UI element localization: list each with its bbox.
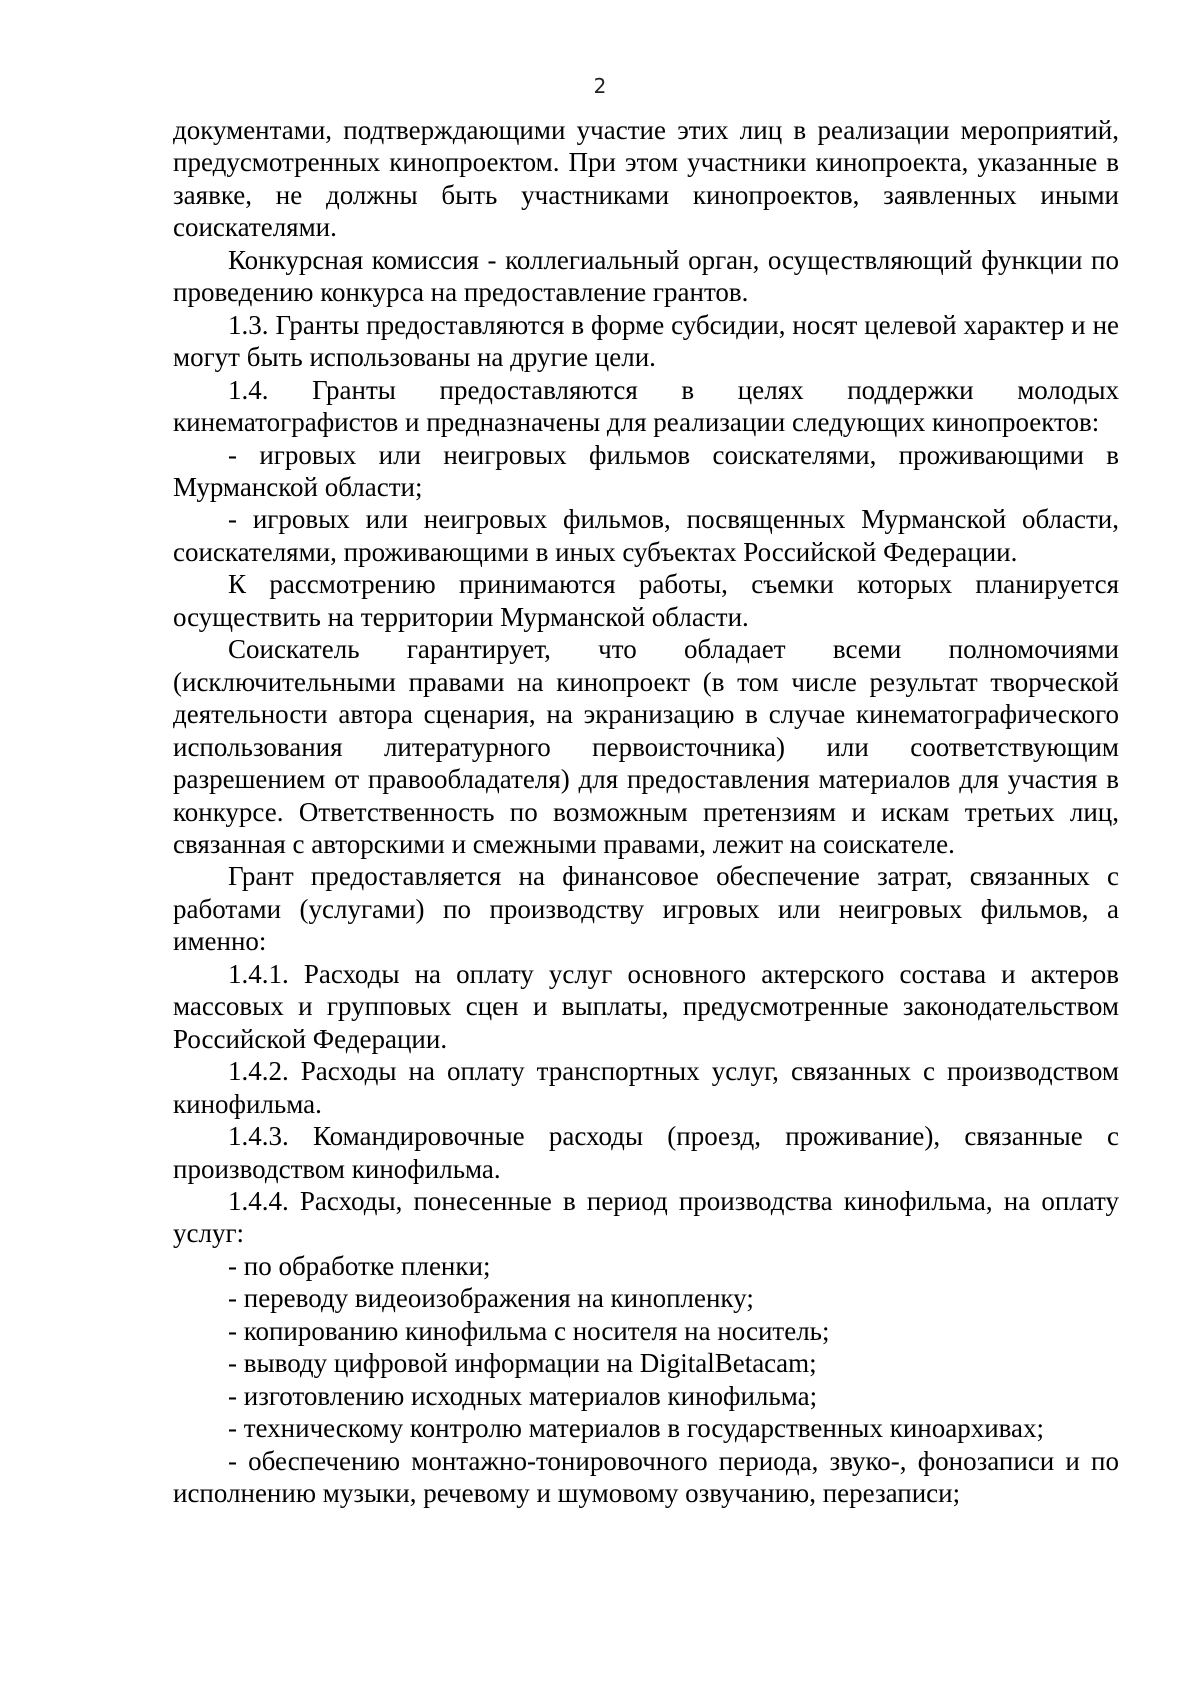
list-item: - игровых или неигровых фильмов соискателями, проживающими в Мурманской области; (173, 439, 1119, 502)
paragraph: 1.4.1. Расходы на оплату услуг основного актерского состава и актеров массовых и групповых сцен и выплаты, предусмотренные законодательством Российской Федерации. (173, 958, 1119, 1054)
paragraph: 1.4.2. Расходы на оплату транспортных услуг, связанных с производством кинофильма. (173, 1056, 1119, 1119)
list-item: - изготовлению исходных материалов кинофильма; (228, 1380, 818, 1411)
list-item: - копированию кинофильма с носителя на носитель; (228, 1315, 830, 1346)
paragraph: 1.3. Гранты предоставляются в форме субсидии, носят целевой характер и не могут быть использованы на другие цели. (173, 309, 1119, 373)
document-body (173, 114, 1119, 1509)
list-item: - выводу цифровой информации на DigitalBetacam; (228, 1348, 817, 1379)
paragraph: 1.4. Гранты предоставляются в целях поддержки молодых кинематографистов и предназначены для реализации следующих кинопроектов: (173, 374, 1119, 438)
list-item: - обеспечению монтажно-тонировочного периода, звуко-, фонозаписи и по исполнению музыки, речевому и шумовому озвучанию, перезаписи; (173, 1445, 1119, 1509)
page-number: 2 (593, 74, 607, 98)
paragraph: К рассмотрению принимаются работы, съемки которых планируется осуществить на территории Мурманской области. (173, 569, 1119, 632)
paragraph: 1.4.4. Расходы, понесенные в период производства кинофильма, на оплату услуг: (173, 1185, 1119, 1249)
list-item: - игровых или неигровых фильмов, посвященных Мурманской области, соискателями, проживающими в иных субъектах Российской Федерации. (173, 504, 1119, 567)
paragraph: 1.4.3. Командировочные расходы (проезд, проживание), связанные с производством кинофильма. (173, 1121, 1119, 1184)
paragraph: Конкурсная комиссия - коллегиальный орган, осуществляющий функции по проведению конкурса на предоставление грантов. (173, 244, 1119, 308)
list-item: - по обработке пленки; (228, 1250, 491, 1281)
paragraph: Грант предоставляется на финансовое обеспечение затрат, связанных с работами (услугами) по производству игровых или неигровых фильмов, а именно: (173, 861, 1119, 957)
paragraph: Соискатель гарантирует, что обладает всеми полномочиями (исключительными правами на кинопроект (в том числе результат творческой деятельности автора сценария, на экранизацию в случае кинематографического использования литературного первоисточника) или соответствующим разрешением от правообладателя) для предоставления материалов для участия в конкурсе. Ответственность по возможным претензиям и искам третьих лиц, связанная с авторскими и смежными правами, лежит на соискателе. (173, 634, 1119, 859)
paragraph: документами, подтверждающими участие этих лиц в реализации мероприятий, предусмотренных кинопроектом. При этом участники кинопроекта, указанные в заявке, не должны быть участниками кинопроектов, заявленных иными соискателями. (173, 115, 1119, 243)
list-item: - техническому контролю материалов в государственных киноархивах; (228, 1413, 1045, 1444)
list-item: - переводу видеоизображения на кинопленку; (228, 1283, 754, 1314)
